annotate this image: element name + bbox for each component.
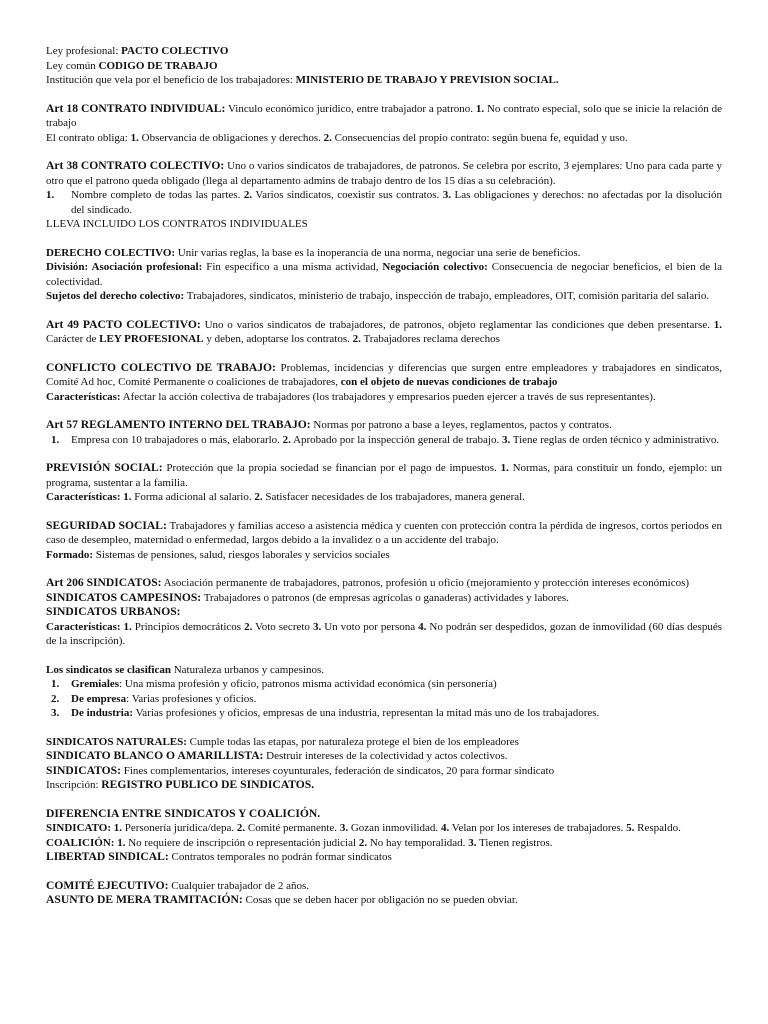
cct-paragraph — [46, 361, 722, 390]
heading: Art 18 CONTRATO INDIVIDUAL: — [46, 101, 226, 115]
text: Tienen registros. — [476, 836, 553, 849]
num: 1. — [111, 822, 122, 834]
text: Vinculo económico jurídico, entre trabajador a patrono. — [225, 102, 476, 115]
term: MINISTERIO DE TRABAJO Y PREVISION SOCIAL. — [295, 74, 559, 86]
text: Satisfacer necesidades de los trabajadores, manera general. — [262, 491, 525, 503]
num: 1. — [713, 318, 722, 331]
num: 1. — [500, 462, 509, 474]
num: 4. — [418, 620, 427, 633]
heading: COALICIÓN: — [46, 836, 115, 849]
list-item — [46, 692, 722, 707]
list-item — [46, 433, 722, 448]
heading: SINDICATOS URBANOS: — [46, 605, 181, 618]
text: Uno o varios sindicatos de trabajadores, de patronos, objeto reglamentar las condiciones que deben presentarse. — [200, 318, 714, 331]
text: Fin específico a una misma actividad, — [202, 261, 383, 273]
text: : Varias profesiones y oficios. — [126, 692, 257, 705]
heading: SINDICATOS NATURALES: — [46, 735, 187, 748]
heading: Formado: — [46, 548, 94, 561]
art57-paragraph — [46, 418, 722, 433]
heading: Negociación colectivo: — [382, 261, 488, 273]
num: 5. — [626, 822, 635, 834]
ps-caracteristicas — [46, 490, 722, 505]
heading: SINDICATO BLANCO O AMARILLISTA: — [46, 749, 264, 762]
text: Comité permanente. — [245, 822, 340, 834]
text: Trabajadores y familias acceso a asistencia médica y cuenten con protección contra la pérdida de ingresos, cortos periodos en caso de desempleo, maternidad o enfermedad, largos debido a la invalidez o a un accidente del trabajo. — [46, 519, 723, 546]
heading: SINDICATOS CAMPESINOS: — [46, 590, 202, 604]
text: No requiere de inscripción o representación judicial — [125, 836, 359, 849]
art206-campesinos — [46, 591, 722, 606]
heading: COMITÉ EJECUTIVO: — [46, 878, 169, 892]
text: Respaldo. — [634, 822, 681, 834]
term: De empresa — [71, 692, 127, 705]
text: : Una misma profesión y oficio, patronos misma actividad económica (sin personería) — [119, 678, 497, 690]
text: Contratos temporales no podrán formar sindicatos — [168, 851, 392, 863]
heading: Características: — [46, 390, 121, 403]
num: 2. — [236, 822, 246, 834]
list-item — [46, 706, 722, 721]
text: Cumple todas las etapas, por naturaleza protege el bien de los empleadores — [186, 735, 519, 748]
heading: SEGURIDAD SOCIAL: — [46, 518, 167, 532]
text: Normas, — [508, 462, 551, 474]
art206-paragraph — [46, 576, 722, 591]
num: 1. — [46, 189, 55, 201]
text: Problemas, incidencias y diferencias que surgen entre empleadores y trabajadores en sindicatos, Comité Ad hoc, Comité Permanente o coaliciones de trabajadores, — [46, 361, 722, 388]
term: LEY PROFESIONAL — [99, 333, 204, 345]
clas-list — [46, 677, 722, 721]
heading: Sujetos del derecho colectivo: — [46, 290, 185, 302]
text: Observancia de obligaciones y derechos. — [138, 131, 324, 144]
sn-sindicatos — [46, 764, 722, 779]
heading: Características: — [46, 620, 121, 633]
art38-paragraph — [46, 159, 722, 188]
text: Fines complementarios, intereses coyunturales, federación de sindicatos, 20 para formar sindicato — [120, 764, 555, 777]
text: Consecuencias del propio contrato: según buena fe, equidad y uso. — [331, 131, 628, 144]
text: Principios democráticos — [131, 620, 245, 633]
text: Las obligaciones y derechos: no afectadas por la disolución del sindicado. — [71, 189, 722, 216]
text: Unir varias reglas, la base es la inoperancia de una norma, negociar una serie de beneficios. — [175, 246, 581, 259]
num: 2. — [358, 836, 368, 849]
text: Consecuencia de negociar beneficios, el bien de la colectividad. — [46, 261, 722, 288]
num: 3. — [339, 822, 349, 834]
heading: Art 206 SINDICATOS: — [46, 576, 162, 589]
text: Trabajadores o patronos (de empresas agrícolas o ganaderas) actividades y labores. — [201, 591, 569, 604]
text: Velan por los intereses de trabajadores. — [449, 822, 627, 834]
text: Voto secreto — [252, 620, 313, 633]
text: Aprobado por la inspección general de trabajo. — [290, 433, 502, 446]
text: Nombre completo de todas las partes. — [71, 189, 244, 201]
num: 1. — [120, 491, 132, 503]
fin-comite — [46, 879, 722, 894]
line-ley-comun — [46, 59, 722, 74]
list-item — [46, 188, 722, 217]
document-page — [46, 44, 722, 908]
num: 1. — [475, 102, 485, 115]
ps-paragraph — [46, 461, 722, 490]
dif-coalicion — [46, 836, 722, 851]
num: 1. — [114, 836, 126, 849]
heading: Art 38 CONTRATO COLECTIVO: — [46, 159, 225, 172]
text: Asociación permanente de trabajadores, patronos, profesión u oficio (mejoramiento y protección intereses económicos) — [161, 577, 690, 589]
text: Carácter de — [46, 333, 100, 345]
text: para constituir un fondo, ejemplo: un programa, sustentar a la familia. — [46, 462, 723, 489]
text: Un voto por persona — [321, 620, 419, 633]
art38-lleva: LLEVA INCLUIDO LOS CONTRATOS INDIVIDUALES — [46, 218, 308, 230]
label: Ley profesional: — [46, 45, 122, 57]
heading: SINDICATOS: — [46, 763, 121, 777]
num: 2. — [243, 189, 253, 201]
sn-naturales — [46, 735, 722, 750]
text: Cualquier trabajador de 2 años. — [168, 879, 309, 892]
heading: SINDICATO: — [46, 822, 111, 834]
text: No contrato especial, solo que se inicie la relación de trabajo — [46, 102, 722, 129]
term: REGISTRO PUBLICO DE SINDICATOS. — [101, 778, 315, 791]
label: Institución que vela por el beneficio de los trabajadores: — [46, 74, 296, 86]
num: 3. — [442, 189, 451, 201]
num: 2. — [254, 491, 263, 503]
text: Sistemas de pensiones, salud, riesgos laborales y servicios sociales — [93, 548, 390, 561]
text: y deben, adoptarse los contratos. — [203, 333, 353, 345]
clas-paragraph — [46, 663, 722, 678]
heading: LIBERTAD SINDICAL: — [46, 850, 169, 863]
num: 2. — [244, 620, 253, 633]
text: Varias profesiones y oficios, empresas de una industria, representan la mitad más uno de los trabajadores. — [133, 707, 600, 719]
num: 3. — [501, 433, 511, 446]
dif-title — [46, 807, 722, 822]
ss-paragraph — [46, 519, 722, 548]
fin-asunto — [46, 893, 722, 908]
text: Protección que la propia sociedad se financian por el pago de impuestos. — [162, 462, 501, 474]
heading: CONFLICTO COLECTIVO DE TRABAJO: — [46, 360, 276, 374]
num: 2. — [282, 433, 291, 446]
text: El contrato obliga: — [46, 131, 131, 144]
heading: Art 49 PACTO COLECTIVO: — [46, 317, 201, 331]
term: CODIGO DE TRABAJO — [98, 59, 218, 72]
art49-paragraph — [46, 318, 722, 347]
text: No podrán ser despedidos, gozan de inmovilidad (60 días después de la inscripción). — [46, 620, 723, 647]
text: Trabajadores reclama derechos — [360, 333, 500, 345]
term: con el objeto de nuevas condiciones de trabajo — [340, 376, 558, 388]
heading: DIFERENCIA ENTRE SINDICATOS Y COALICIÓN. — [46, 806, 321, 820]
ss-formado — [46, 548, 722, 563]
art206-caracteristicas — [46, 620, 722, 649]
num: 1. — [51, 678, 60, 690]
text: Trabajadores, sindicatos, ministerio de trabajo, inspección de trabajo, empleadores, OIT, comisión paritaria del salario. — [184, 290, 710, 302]
text: Tiene reglas de orden técnico y administrativo. — [510, 433, 720, 446]
dif-libertad — [46, 850, 722, 865]
sn-blanco — [46, 749, 722, 764]
cct-caracteristicas — [46, 390, 722, 405]
text: Uno o varios sindicatos de trabajadores, de patronos. Se celebra por escrito, 3 ejemplares: Uno para cada parte y otro que el patrono queda obligado (llega al departamento admins de trabajo dentro de los 15 días a su celebración). — [46, 160, 722, 187]
heading: Los sindicatos se clasifican — [46, 663, 171, 676]
heading: División: Asociación profesional: — [46, 261, 203, 273]
list-item — [46, 677, 722, 692]
text: Inscripción: — [46, 779, 102, 791]
sn-inscripcion — [46, 778, 722, 793]
art18-obliga — [46, 131, 722, 146]
num: 4. — [440, 822, 450, 834]
dc-division — [46, 260, 722, 289]
term: Gremiales — [71, 678, 120, 690]
text: Empresa con 10 trabajadores o más, elaborarlo. — [71, 433, 283, 446]
text: No hay temporalidad. — [367, 836, 469, 849]
line-ley-profesional — [46, 44, 722, 59]
heading: PREVISIÓN SOCIAL: — [46, 461, 163, 474]
num: 2. — [352, 333, 361, 345]
heading: ASUNTO DE MERA TRAMITACIÓN: — [46, 893, 243, 906]
heading: Art 57 REGLAMENTO INTERNO DEL TRABAJO: — [46, 418, 311, 431]
num: 2. — [51, 692, 60, 705]
text: Afectar la acción colectiva de trabajadores (los trabajadores y empresarios pueden ejercer a través de sus representantes). — [120, 390, 656, 403]
dif-sindicato — [46, 821, 722, 836]
num: 1. — [120, 620, 132, 633]
heading: Características: — [46, 491, 121, 503]
art38-list — [46, 188, 722, 217]
heading: DERECHO COLECTIVO: — [46, 246, 176, 259]
art18-paragraph — [46, 102, 722, 131]
text: Varios sindicatos, coexistir sus contratos. — [252, 189, 443, 201]
text: Cosas que se deben hacer por obligación no se pueden obviar. — [242, 894, 518, 906]
num: 1. — [130, 131, 139, 144]
text: Forma adicional al salario. — [131, 491, 255, 503]
line-institucion — [46, 73, 722, 88]
dc-paragraph — [46, 246, 722, 261]
text: Gozan inmovilidad. — [348, 822, 441, 834]
art57-list — [46, 433, 722, 448]
dc-sujetos — [46, 289, 722, 304]
term: PACTO COLECTIVO — [121, 45, 229, 57]
art206-urbanos — [46, 605, 722, 620]
num: 2. — [323, 131, 332, 144]
num: 3. — [312, 620, 322, 633]
term: De industria: — [71, 707, 134, 719]
text: Naturaleza urbanos y campesinos. — [170, 663, 325, 676]
text: Normas por patrono a base a leyes, reglamentos, pactos y contratos. — [310, 419, 612, 431]
num: 3. — [51, 707, 60, 719]
label: Ley común — [46, 59, 99, 72]
text: Personería jurídica/depa. — [122, 822, 237, 834]
text: Destruir intereses de la colectividad y actos colectivos. — [263, 750, 508, 762]
num: 1. — [51, 433, 60, 446]
num: 3. — [468, 836, 477, 849]
